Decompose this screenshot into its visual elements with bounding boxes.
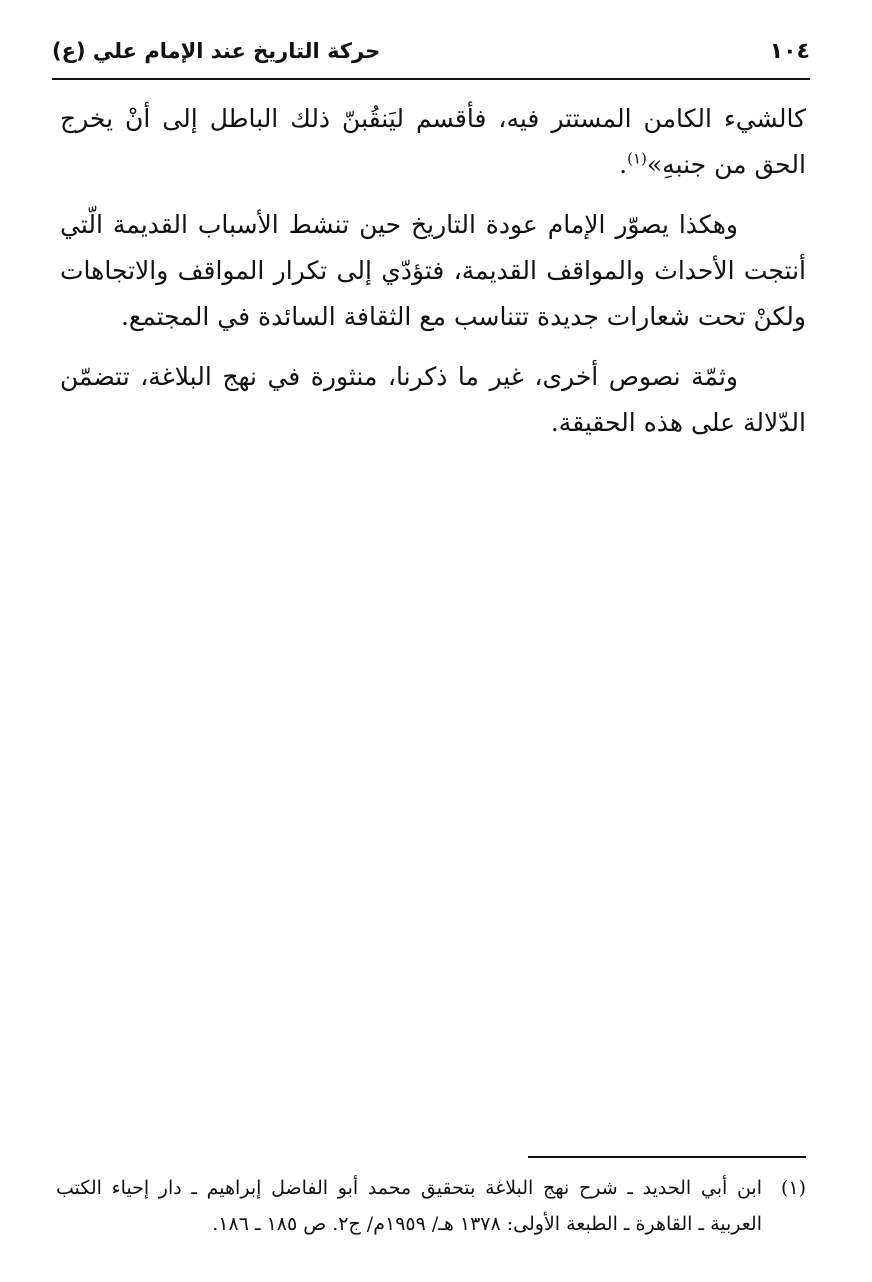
- paragraph-1: [60, 96, 806, 188]
- paragraph-1-end: .: [619, 150, 628, 179]
- footnotes: [56, 1170, 806, 1242]
- footnote-rule: [528, 1156, 806, 1158]
- footnote: [56, 1170, 806, 1242]
- footnote-text: ابن أبي الحديد ـ شرح نهج البلاغة بتحقيق محمد أبو الفاضل إبراهيم ـ دار إحياء الكتب العربية ـ القاهرة ـ الطبعة الأولى: ١٣٧٨ هـ/ ١٩٥٩م/ ج٢. ص ١٨٥ ـ ١٨٦.: [56, 1177, 762, 1235]
- footnote-reference: (١): [627, 149, 647, 168]
- paragraph-2: وهكذا يصوّر الإمام عودة التاريخ حين تنشط الأسباب القديمة الّتي أنتجت الأحداث والمواقف القديمة، فتؤدّي إلى تكرار المواقف والاتجاهات ولكنْ تحت شعارات جديدة تتناسب مع الثقافة السائدة في المجتمع.: [60, 210, 806, 331]
- page-number: ١٠٤: [769, 38, 810, 64]
- page-header: [52, 28, 810, 74]
- running-title: حركة التاريخ عند الإمام علي (ع): [52, 39, 381, 63]
- paragraph-3: وثمّة نصوص أخرى، غير ما ذكرنا، منثورة في نهج البلاغة، تتضمّن الدّلالة على هذه الحقيقة.: [60, 362, 806, 437]
- footnote-number: (١): [780, 1177, 806, 1199]
- header-rule: [52, 78, 810, 80]
- paragraph-1-text: كالشيء الكامن المستتر فيه، فأقسم ليَنقُبنّ ذلك الباطل إلى أنْ يخرج الحق من جنبهِ»: [60, 104, 806, 179]
- body-text: [60, 96, 806, 460]
